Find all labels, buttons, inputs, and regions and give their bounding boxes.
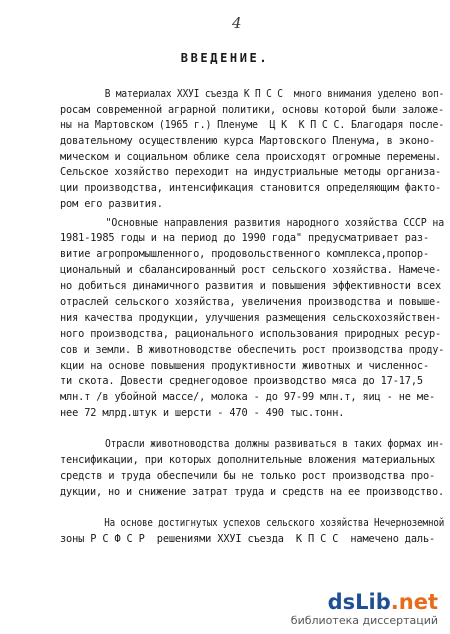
text-line: 1981-1985 годы и на период до 1990 года" предусматривает раз-	[60, 232, 430, 244]
text-line: тенсификации, при которых дополнительные вложения материальных	[60, 454, 436, 466]
text-line: нее 72 млрд.штук и шерсти - 470 - 490 тыс.тонн.	[60, 407, 345, 419]
text-line: но добиться динамичного развития и повышения эффективности всех	[60, 280, 442, 292]
watermark	[291, 592, 438, 626]
watermark-logo	[291, 592, 438, 613]
watermark-logo-main: dsLib	[327, 590, 391, 614]
text-line: средств и труда обеспечили бы не только рост производства про-	[60, 470, 436, 482]
watermark-caption: библиотека диссертаций	[290, 614, 438, 627]
text-line: В материалах XXУI съезда К П С С много внимания уделено воп-	[88, 88, 445, 100]
text-line: довательному осуществлению курса Мартовского Пленума, в эконо-	[60, 135, 436, 147]
page-number: 4	[232, 14, 242, 32]
text-line: "Основные направления развития народного хозяйства СССР на	[88, 217, 445, 229]
text-line: ного производства, рационального использования природных ресур-	[60, 328, 442, 340]
text-line: На основе достигнутых успехов сельского хозяйства Нечерноземной	[88, 517, 445, 529]
text-line: млн.т /в убойной массе/, молока - до 97-99 млн.т, яиц - не ме-	[60, 391, 436, 403]
text-line: ния качества продукции, улучшения размещения сельскохозяйствен-	[60, 312, 442, 324]
text-line: витие агропромышленного, продовольственного комплекса,пропор-	[60, 248, 430, 260]
text-line: ти скота. Довести среднегодовое производство мяса до 17-17,5	[60, 375, 423, 387]
text-line: дукции, но и снижение затрат труда и средств на ее производство.	[60, 486, 445, 498]
watermark-logo-accent: .net	[390, 590, 438, 614]
text-line: сов и земли. В животноводстве обеспечить рост производства проду-	[60, 344, 445, 356]
text-line: кции на основе повышения продуктивности животных и численнос-	[60, 360, 430, 372]
text-line: зоны Р С Ф С Р решениями XXУI съезда К П С С намечено даль-	[60, 533, 436, 545]
text-line: Сельское хозяйство переходит на индустриальные методы организа-	[60, 166, 442, 178]
text-line: циональный и сбалансированный рост сельского хозяйства. Намече-	[60, 264, 442, 276]
text-line: мическом и социальном облике села происходят огромные перемены.	[60, 151, 442, 163]
section-heading: ВВЕДЕНИЕ.	[180, 51, 270, 65]
text-line: росам современной аграрной политики, основы которой были заложе-	[60, 104, 445, 116]
text-line: Отрасли животноводства должны развиваться в таких формах ин-	[88, 438, 444, 450]
text-line: ром его развития.	[60, 198, 163, 210]
text-line: ции производства, интенсификация становится определяющим факто-	[60, 182, 442, 194]
text-line: ны на Мартовском (1965 г.) Пленуме Ц К К П С С. Благодаря после-	[60, 119, 445, 131]
text-line: отраслей сельского хозяйства, увеличения производства и повыше-	[60, 296, 442, 308]
